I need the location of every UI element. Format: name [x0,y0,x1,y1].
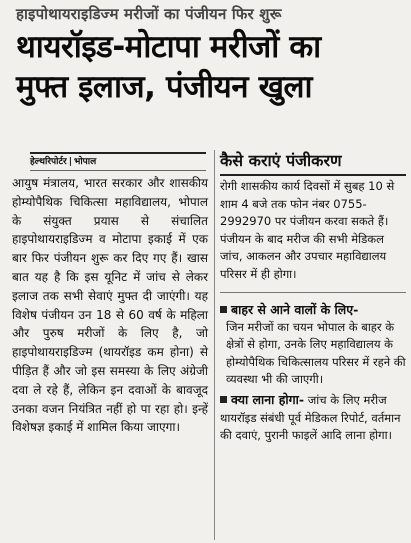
body-paragraph: आयुष मंत्रालय, भारत सरकार और शासकीय होम्योपैथिक चिकित्सा महाविद्यालय, भोपाल के संयुक्त प्रयास से संचालित हाइपोथायराइडिज्म व मोटापा इकाई में एक बार फिर पंजीयन शुरू कर दिए गए हैं। खास बात यह है कि इस यूनिट में जांच से लेकर इलाज तक सभी सेवाएं मुफ्त दी जाएंगी। यह विशेष पंजीयन उन 18 से 60 वर्ष के महिला और पुरुष मरीजों के लिए है, जो हाइपोथायराइडिज्म (थायरॉइड कम होना) से पीड़ित हैं और जो इस समस्या के लिए अंग्रेजी दवा ले रहे हैं, लेकिन इन दवाओं के बावजूद उनका वजन नियंत्रित नहीं हो पा रहा हो। इन्हें विशेषज्ञ इकाई में शामिल किया जाएगा। [12,176,208,435]
kicker: हाइपोथायराइडिज्म मरीजों का पंजीयन फिर शुरू [16,5,282,23]
section-what-to-bring-head: क्या लाना होगा- [231,391,305,407]
bullet-icon [220,396,227,403]
headline-line-2: मुफ्त इलाज, पंजीयन खुला [16,69,313,105]
byline [30,152,206,171]
section-what-to-bring [220,391,406,445]
sidebar-box [220,150,406,445]
byline-source: हेल्थरिपोर्टर [30,157,67,167]
section-outstation-head: बाहर से आने वालों के लिए- [220,301,406,319]
column-divider [214,150,215,540]
headline-line-1: थायरॉइड-मोटापा मरीजों का [16,29,321,65]
sidebar-intro: रोगी शासकीय कार्य दिवसों में सुबह 10 से शाम 4 बजे तक फोन नंबर 0755-2992970 पर पंजीयन करवा सकते हैं। पंजीयन के बाद मरीज की सभी मेडिकल जांच, आकलन और उपचार महाविद्यालय परिसर में ही होगा। [220,179,395,281]
sidebar-rule [220,292,406,293]
bullet-icon [220,306,227,313]
sidebar-title: कैसे कराएं पंजीकरण [220,150,406,176]
section-what-to-bring-body: जांच के लिए मरीज थायरॉइड संबंधी पूर्व मेडिकल रिपोर्ट, वर्तमान की दवाएं, पुरानी फाइलें आदि लाना होगा। [220,392,401,443]
byline-city: भोपाल [74,157,97,167]
article-body [12,174,208,437]
byline-separator: | [68,157,72,167]
section-outstation-body: जिन मरीजों का चयन भोपाल के बाहर के क्षेत्रों से होगा, उनके लिए महाविद्यालय के होम्योपैथिक चिकित्सालय परिसर में रहने की व्यवस्था भी की जाएगी। [226,319,406,387]
headline [16,27,403,107]
